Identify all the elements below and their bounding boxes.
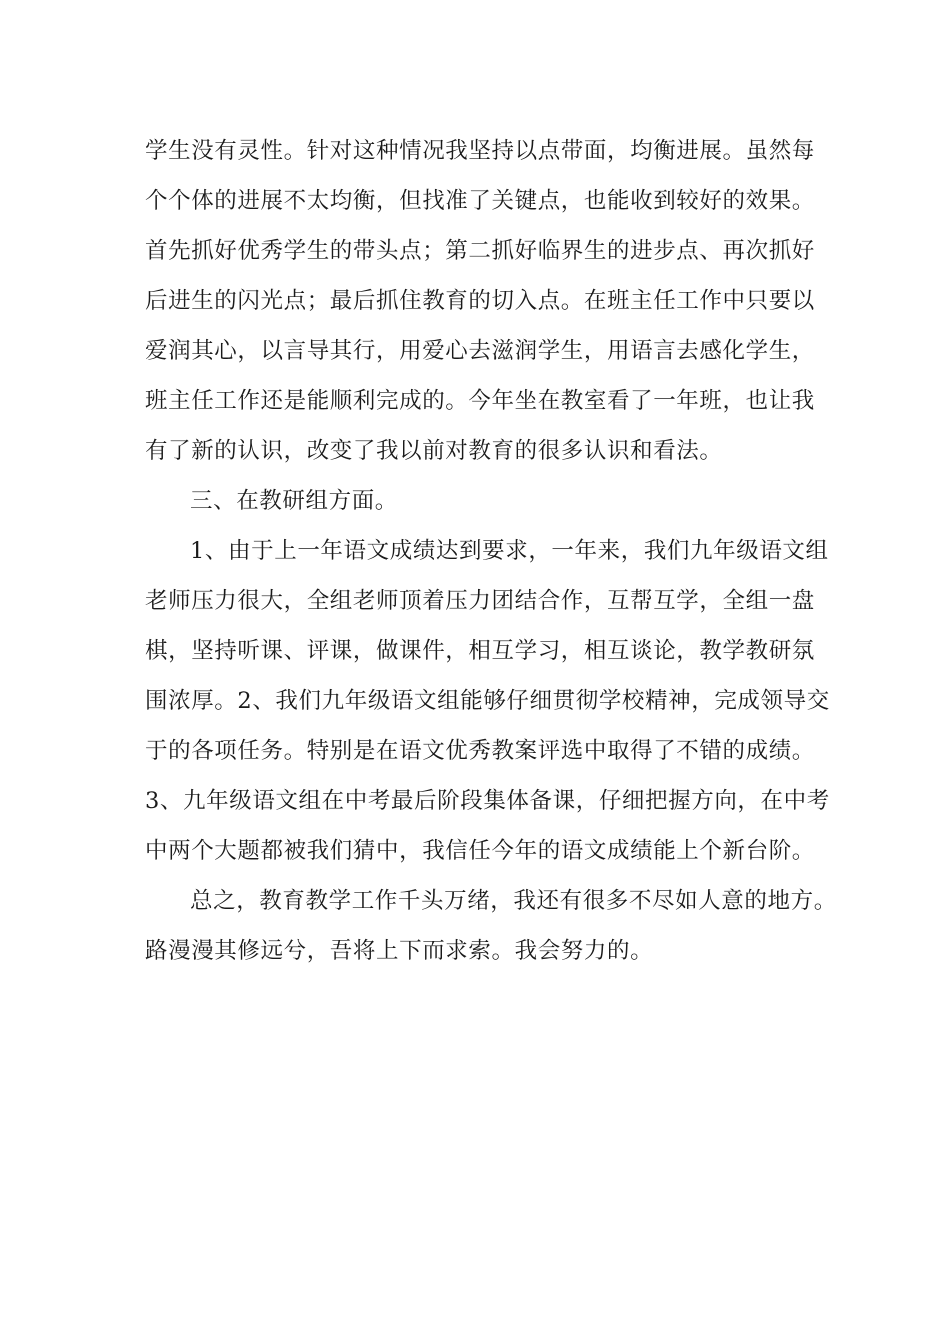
text-line: 3、九年级语文组在中考最后阶段集体备课，仔细把握方向，在中考 [145, 788, 830, 814]
section-heading: 三、在教研组方面。 [190, 488, 398, 514]
text-line: 首先抓好优秀学生的带头点；第二抓好临界生的进步点、再次抓好 [145, 238, 815, 264]
text-line: 路漫漫其修远兮，吾将上下而求索。我会努力的。 [145, 938, 654, 964]
text-line: 于的各项任务。特别是在语文优秀教案评选中取得了不错的成绩。 [145, 738, 815, 764]
text-line: 学生没有灵性。针对这种情况我坚持以点带面，均衡进展。虽然每 [145, 138, 815, 164]
text-line: 总之，教育教学工作千头万绪，我还有很多不尽如人意的地方。 [190, 888, 837, 914]
text-line: 班主任工作还是能顺利完成的。今年坐在教室看了一年班，也让我 [145, 388, 815, 414]
text-line: 棋，坚持听课、评课，做课件，相互学习，相互谈论，教学教研氛 [145, 638, 815, 664]
text-line: 后进生的闪光点；最后抓住教育的切入点。在班主任工作中只要以 [145, 288, 815, 314]
text-line: 1、由于上一年语文成绩达到要求，一年来，我们九年级语文组 [190, 538, 829, 564]
text-line: 老师压力很大，全组老师顶着压力团结合作，互帮互学，全组一盘 [145, 588, 815, 614]
text-line: 有了新的认识，改变了我以前对教育的很多认识和看法。 [145, 438, 723, 464]
text-line: 爱润其心，以言导其行，用爱心去滋润学生，用语言去感化学生， [145, 338, 815, 364]
text-line: 中两个大题都被我们猜中，我信任今年的语文成绩能上个新台阶。 [145, 838, 815, 864]
text-line: 个个体的进展不太均衡，但找准了关键点，也能收到较好的效果。 [145, 188, 815, 214]
text-line: 围浓厚。2、我们九年级语文组能够仔细贯彻学校精神，完成领导交 [145, 688, 830, 714]
